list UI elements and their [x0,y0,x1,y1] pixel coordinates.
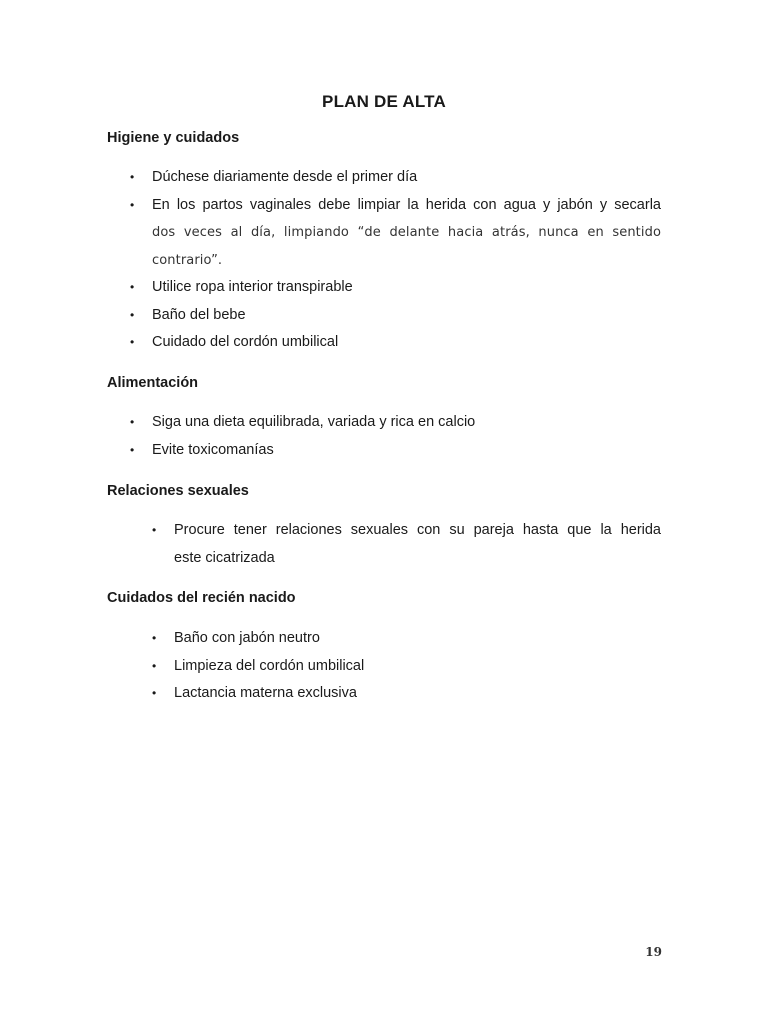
bullet-icon: • [130,442,135,457]
bullet-icon: • [130,280,135,294]
list-item: • Dúchese diariamente desde el primer día [152,164,661,192]
bullet-icon: • [130,307,135,322]
list-item: • Lactancia materna exclusiva [174,680,661,708]
bullet-icon: • [152,523,157,537]
bullet-icon: • [152,631,157,645]
bullet-icon: • [130,197,135,212]
list-item: • Baño con jabón neutro [174,625,661,653]
bullet-icon: • [152,658,157,673]
list-item: • Limpieza del cordón umbilical [174,653,661,681]
list-recien-nacido [152,625,661,708]
page-number: 19 [645,945,662,959]
list-item: • Procure tener relaciones sexuales con su pareja hasta que la herida este cicatrizada [174,517,661,572]
list-item: • Cuidado del cordón umbilical [152,329,661,357]
list-item: • En los partos vaginales debe limpiar la herida con agua y jabón y secarla dos veces al día, limpiando “de delante hacia atrás, nunca en sentido contrario”. [152,192,661,275]
list-item: • Evite toxicomanías [152,437,661,465]
section-heading-alimentacion: Alimentación [107,375,199,391]
bullet-icon: • [130,415,135,429]
list-item: • Baño del bebe [152,302,661,330]
list-alimentacion [130,409,661,464]
page-title: PLAN DE ALTA [322,92,446,111]
list-higiene [130,164,661,357]
bullet-icon: • [152,686,157,700]
bullet-icon: • [130,170,135,184]
section-heading-higiene: Higiene y cuidados [107,130,240,146]
list-item: • Siga una dieta equilibrada, variada y rica en calcio [152,409,661,437]
bullet-icon: • [130,335,135,349]
section-heading-recien-nacido: Cuidados del recién nacido [107,590,296,606]
section-heading-relaciones: Relaciones sexuales [107,483,249,499]
list-relaciones [152,517,661,572]
list-item: • Utilice ropa interior transpirable [152,274,661,302]
